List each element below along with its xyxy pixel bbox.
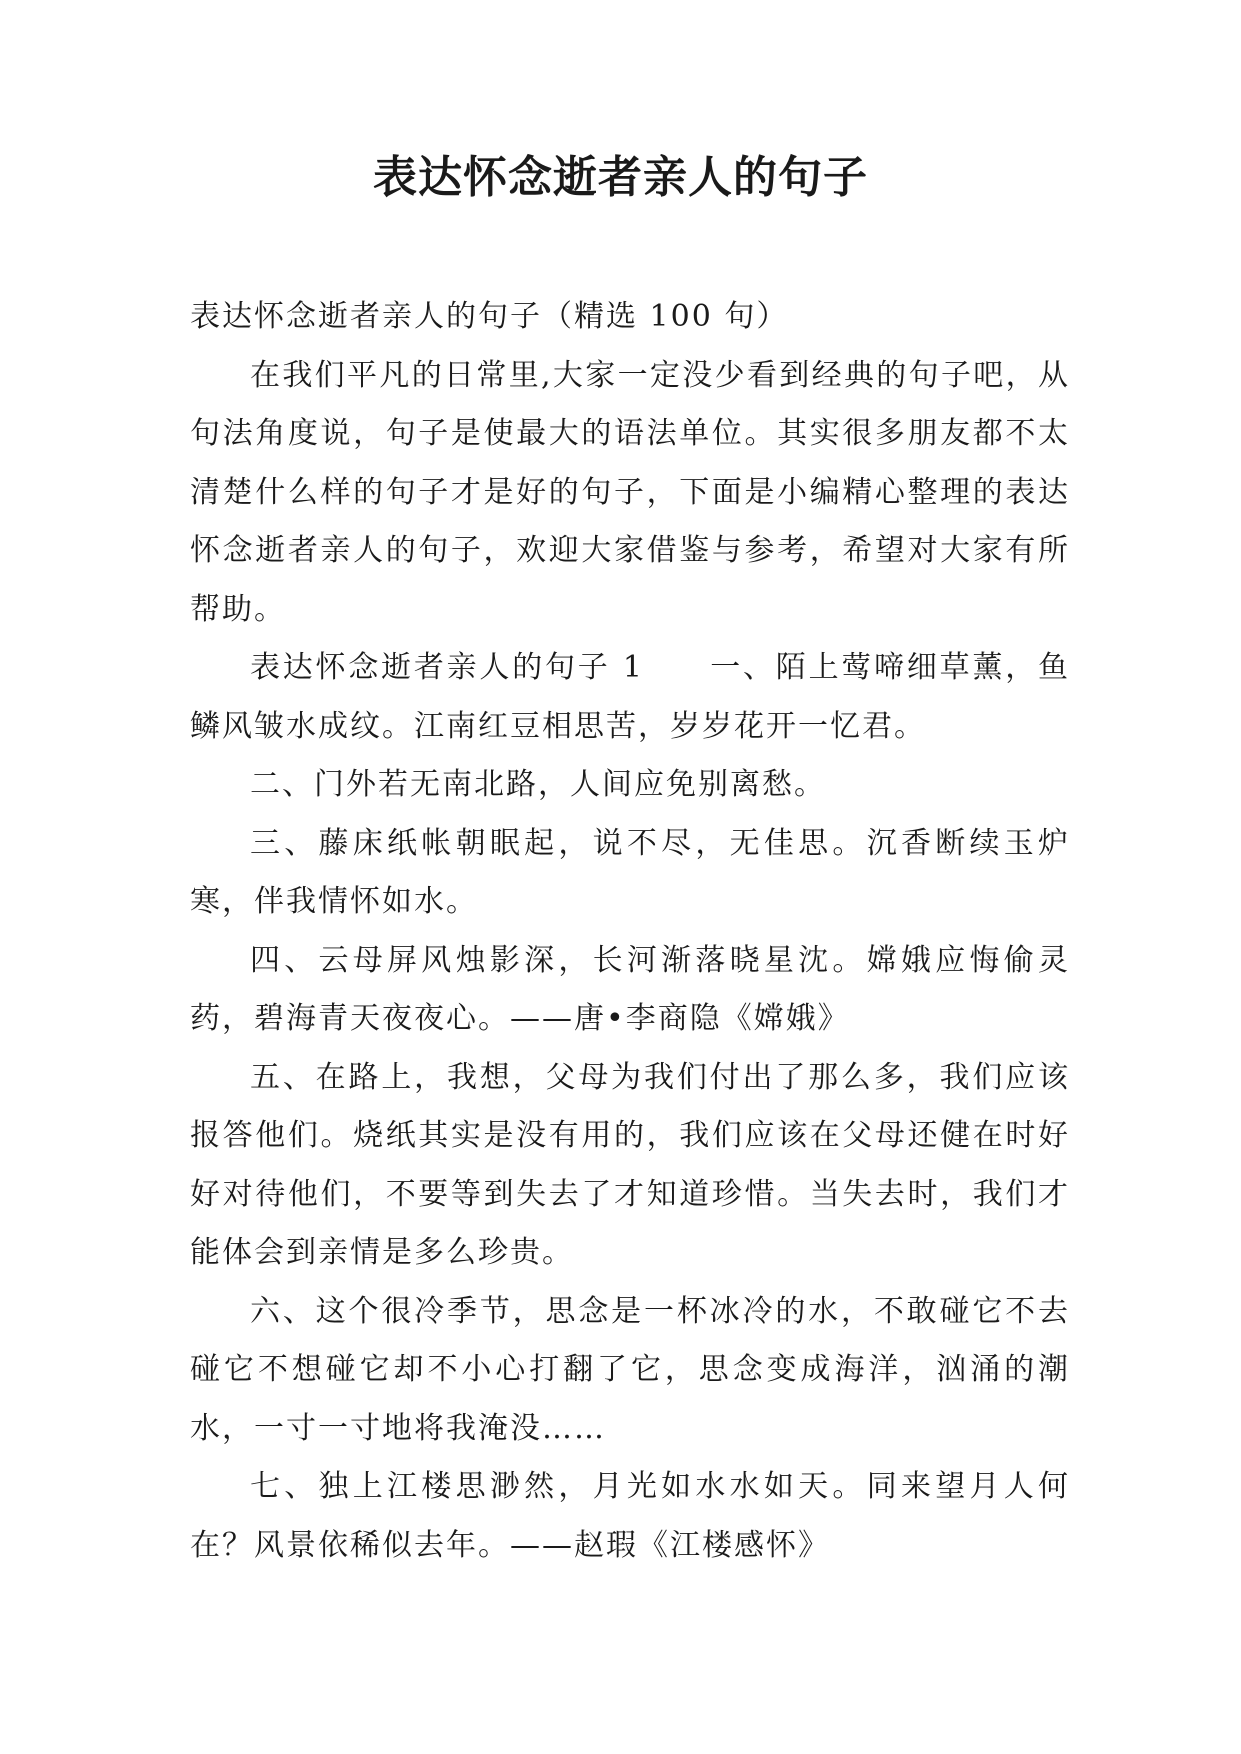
subtitle-paragraph: 表达怀念逝者亲人的句子（精选 100 句） (190, 299, 789, 334)
quote-paragraph-6: 六、这个很冷季节，思念是一杯冰冷的水，不敢碰它不去碰它不想碰它却不小心打翻了它，思念变成海洋，汹涌的潮水，一寸一寸地将我淹没…… (190, 1293, 1070, 1446)
quote-paragraph-7: 七、独上江楼思渺然，月光如水水如天。同来望月人何在？风景依稀似去年。——赵瑕《江楼感怀》 (190, 1469, 1070, 1563)
document-body (190, 288, 1070, 1575)
quote-paragraph-4: 四、云母屏风烛影深，长河渐落晓星沈。嫦娥应悔偷灵药，碧海青天夜夜心。——唐•李商隐《嫦娥》 (190, 942, 1070, 1036)
document-title: 表达怀念逝者亲人的句子 (373, 152, 868, 203)
quote-paragraph-1: 表达怀念逝者亲人的句子 1 一、陌上莺啼细草薰，鱼鳞风皱水成纹。江南红豆相思苦，岁岁花开一忆君。 (190, 650, 1070, 744)
quote-paragraph-5: 五、在路上，我想，父母为我们付出了那么多，我们应该报答他们。烧纸其实是没有用的，我们应该在父母还健在时好好对待他们，不要等到失去了才知道珍惜。当失去时，我们才能体会到亲情是多么珍贵。 (190, 1059, 1070, 1270)
intro-paragraph: 在我们平凡的日常里,大家一定没少看到经典的句子吧，从句法角度说，句子是使最大的语法单位。其实很多朋友都不太清楚什么样的句子才是好的句子，下面是小编精心整理的表达怀念逝者亲人的句子，欢迎大家借鉴与参考，希望对大家有所帮助。 (190, 357, 1070, 627)
quote-paragraph-3: 三、藤床纸帐朝眠起，说不尽，无佳思。沉香断续玉炉寒，伴我情怀如水。 (190, 825, 1070, 919)
quote-paragraph-2: 二、门外若无南北路，人间应免别离愁。 (250, 767, 826, 802)
